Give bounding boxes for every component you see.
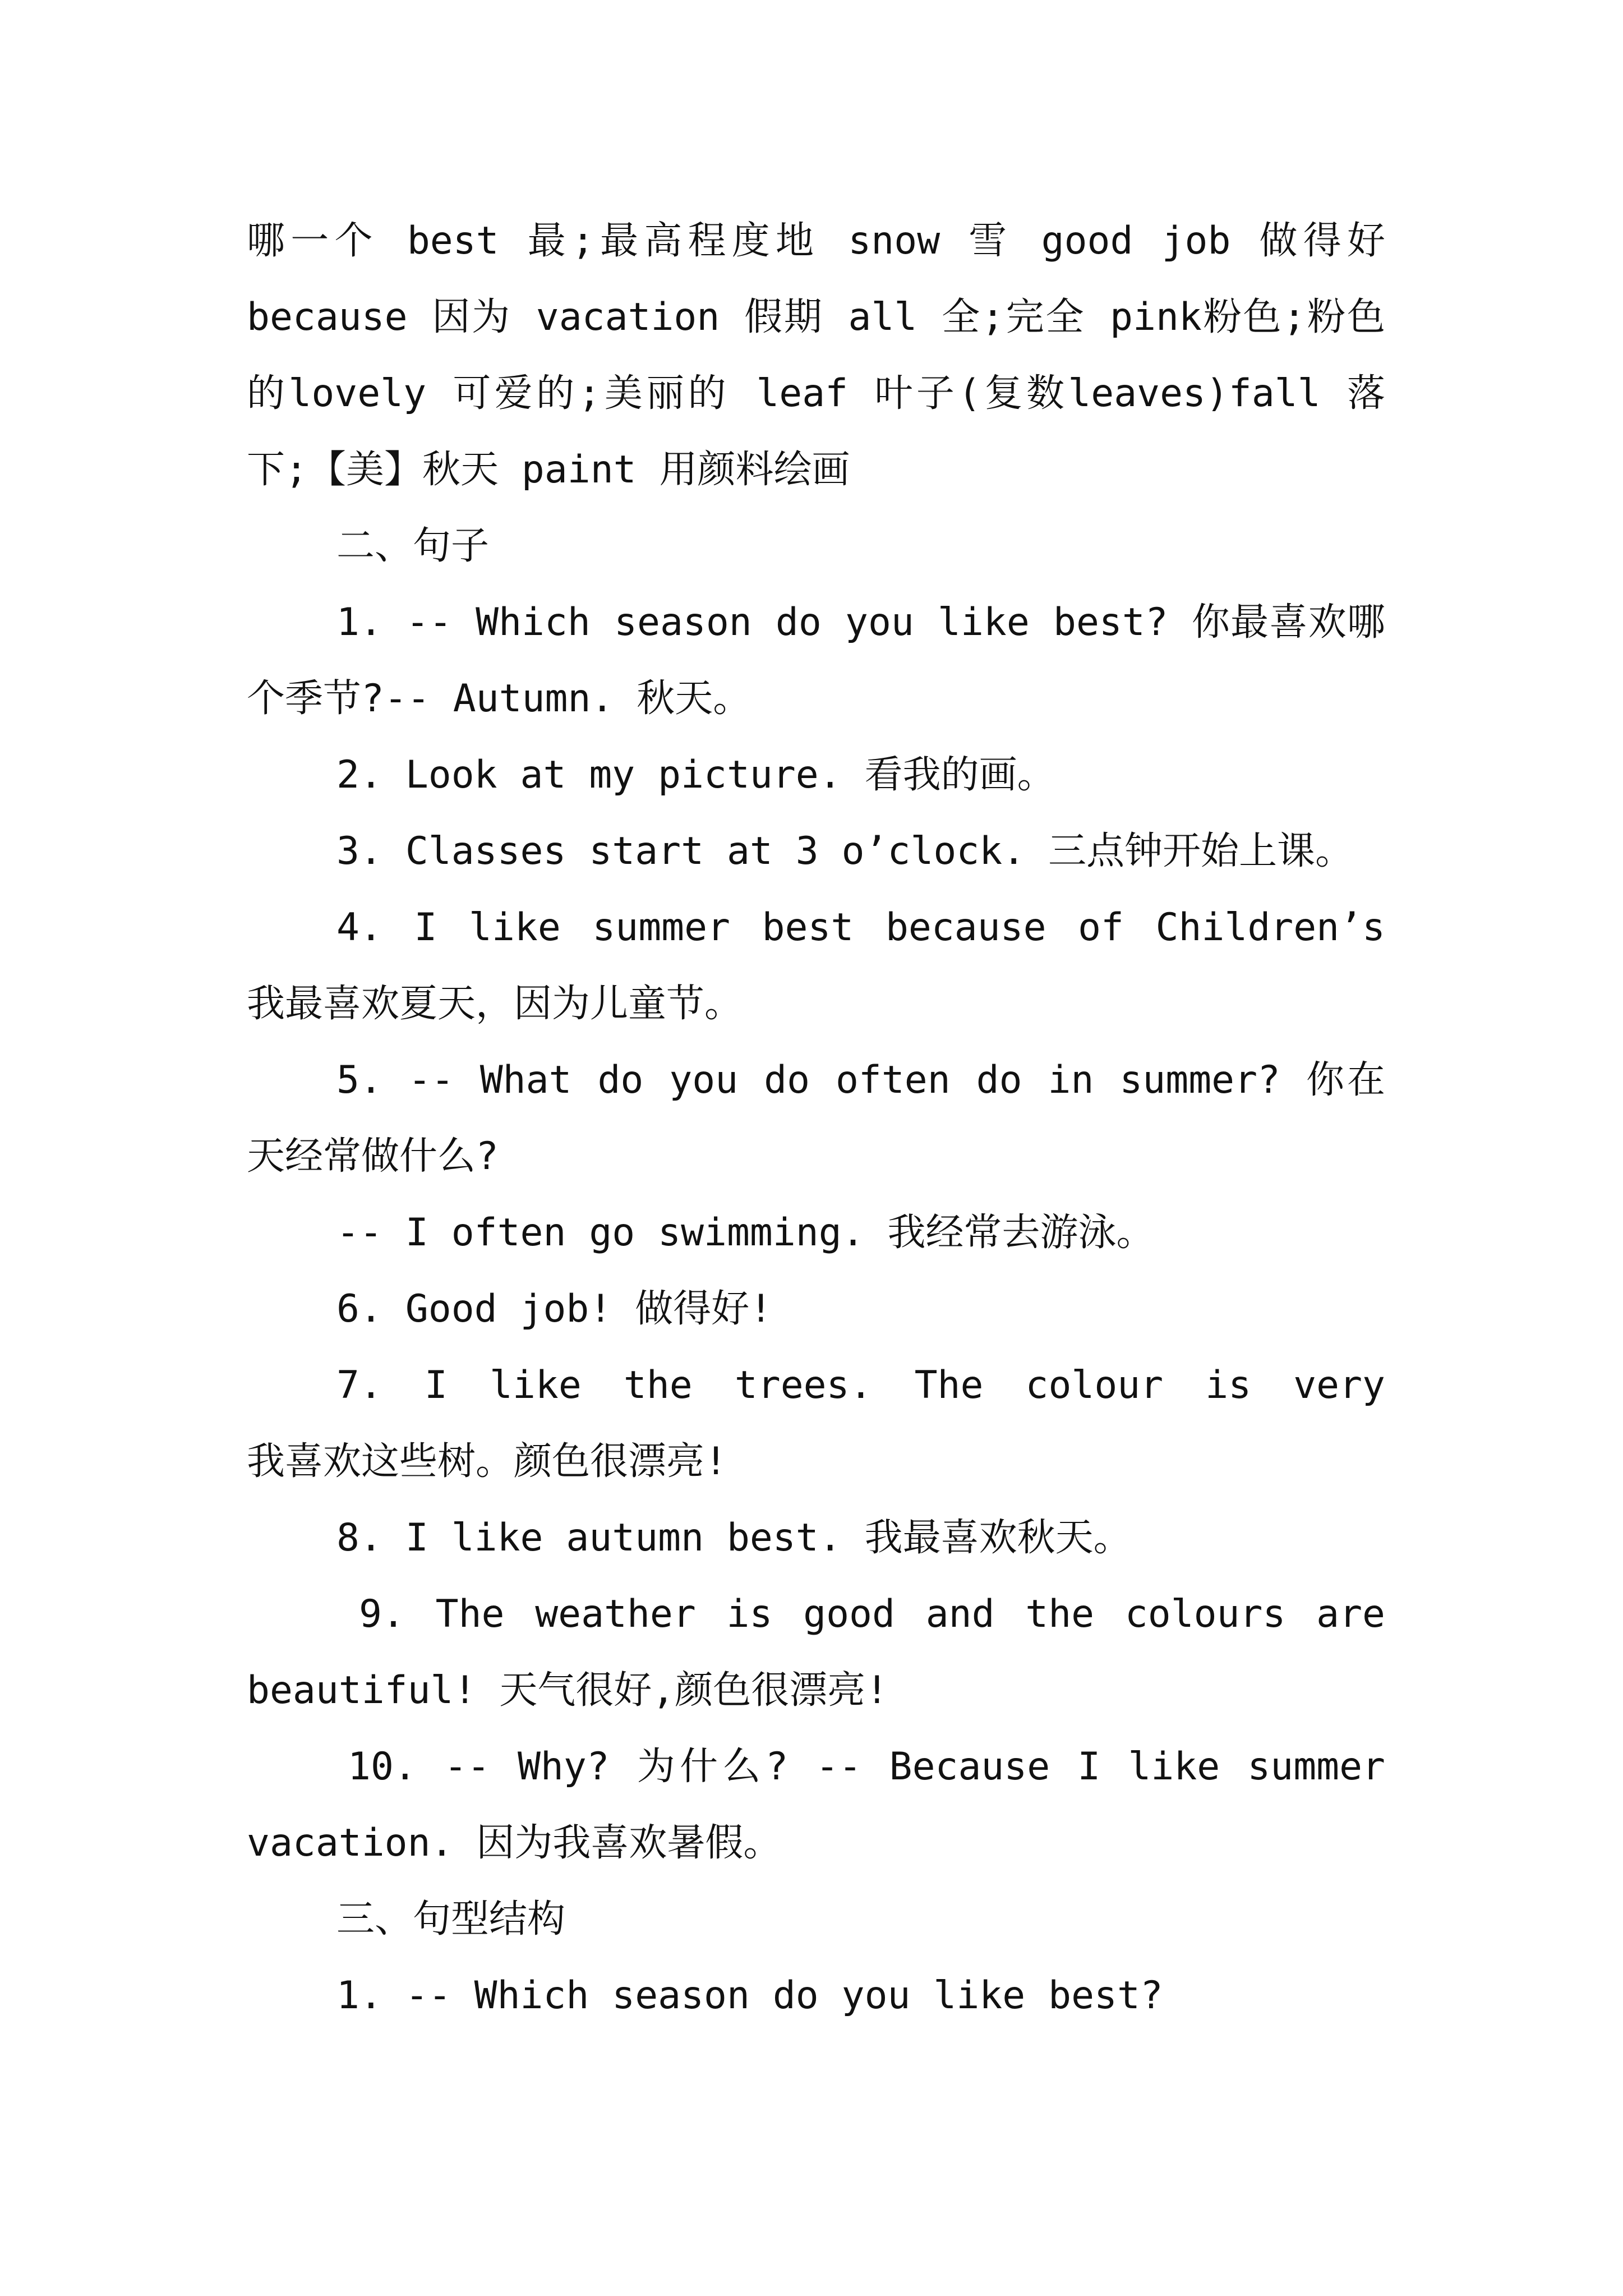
vocab-line: 下;【美】秋天 paint 用颜料绘画 — [247, 448, 850, 492]
section-heading: 三、句型结构 — [336, 1897, 566, 1941]
sentence-line: 10. -- Why? 为什么? -- Because I like summer — [348, 1745, 1385, 1789]
pattern-line: 1. -- Which season do you like best? — [336, 1973, 1163, 2018]
sentence-line: beautiful! 天气很好,颜色很漂亮! — [247, 1668, 889, 1713]
sentence-line: 8. I like autumn best. 我最喜欢秋天。 — [336, 1516, 1132, 1560]
sentence-line: 6. Good job! 做得好! — [336, 1287, 773, 1331]
section-heading: 二、句子 — [336, 524, 490, 568]
vocab-line: 的lovely 可爱的;美丽的 leaf 叶子(复数leaves)fall 落 — [247, 371, 1385, 416]
sentence-line: 9. The weather is good and the colours are — [359, 1592, 1385, 1636]
vocab-line: because 因为 vacation 假期 all 全;完全 pink粉色;粉色 — [247, 295, 1385, 339]
sentence-line: 天经常做什么? — [247, 1134, 499, 1179]
sentence-line: 1. -- Which season do you like best? 你最喜欢哪 — [336, 600, 1385, 645]
sentence-line: 7. I like the trees. The colour is very — [336, 1363, 1385, 1407]
sentence-line: 4. I like summer best because of Children’s — [336, 905, 1385, 950]
sentence-line: 我喜欢这些树。颜色很漂亮! — [247, 1439, 727, 1484]
sentence-line: 5. -- What do you do often do in summer? 你在 — [336, 1058, 1385, 1102]
vocab-line: 哪一个 best 最;最高程度地 snow 雪 good job 做得好 — [247, 219, 1385, 263]
sentence-line: 2. Look at my picture. 看我的画。 — [336, 753, 1055, 797]
sentence-line: -- I often go swimming. 我经常去游泳。 — [336, 1211, 1155, 1255]
sentence-line: 个季节?-- Autumn. 秋天。 — [247, 677, 751, 721]
sentence-line: 我最喜欢夏天，因为儿童节。 — [247, 982, 743, 1026]
sentence-line: 3. Classes start at 3 o’clock. 三点钟开始上课。 — [336, 829, 1354, 873]
sentence-line: vacation. 因为我喜欢暑假。 — [247, 1821, 782, 1865]
